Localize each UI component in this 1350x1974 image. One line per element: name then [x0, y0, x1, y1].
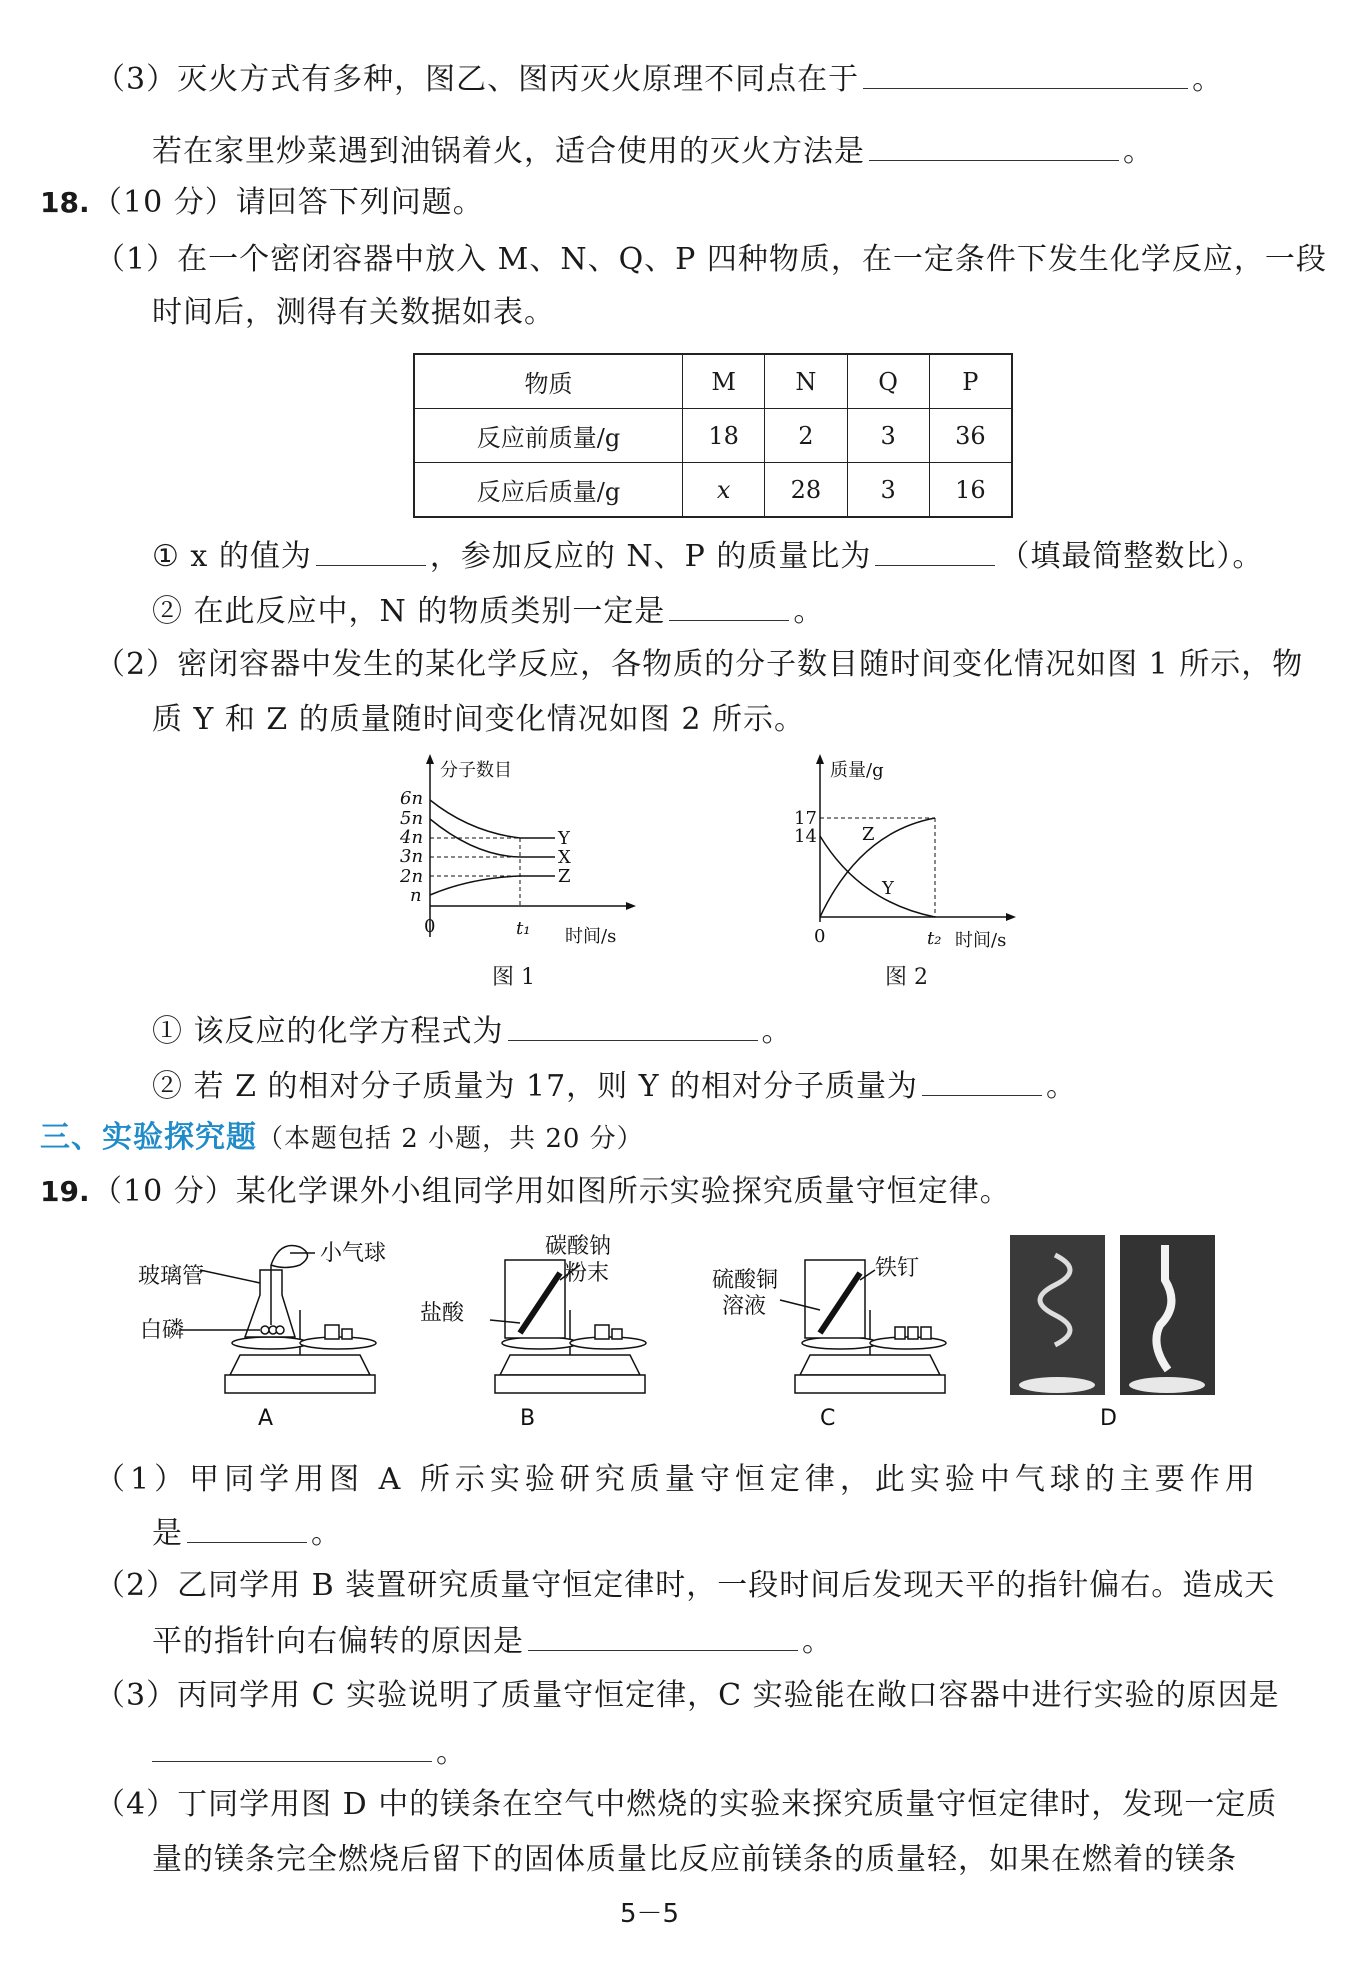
- x-axis-label: 时间/s: [955, 930, 1007, 951]
- label-hydrochloric-acid: 盐酸: [420, 1301, 465, 1326]
- y-tick: 14: [794, 826, 817, 847]
- section-3-note: （本题包括 2 小题，共 20 分）: [257, 1124, 644, 1154]
- balance-c: [780, 1260, 946, 1393]
- x-axis-arrow: [1006, 913, 1016, 921]
- y-tick: 5n: [400, 808, 424, 829]
- y-tick: 17: [794, 808, 817, 829]
- answer-blank[interactable]: [187, 1512, 307, 1543]
- table-cell: 物质: [414, 354, 682, 409]
- y-tick: 3n: [400, 846, 424, 867]
- table-header-row: [414, 354, 1012, 409]
- y-axis-arrow: [426, 754, 434, 764]
- t2-label: t₂: [927, 928, 942, 949]
- balloon: [271, 1245, 308, 1267]
- answer-blank[interactable]: [508, 1010, 758, 1041]
- series-z-line: [820, 818, 935, 917]
- balance-a: [180, 1245, 376, 1393]
- series-label: Z: [862, 824, 875, 845]
- label-phosphorus: 白磷: [140, 1318, 185, 1343]
- experiment-apparatus-figure: [120, 1225, 1240, 1435]
- y-tick: 2n: [400, 866, 424, 887]
- table-cell: 反应后质量/g: [414, 463, 682, 518]
- answer-blank[interactable]: [875, 535, 995, 566]
- table-cell: M: [682, 354, 764, 409]
- table-cell: N: [765, 354, 847, 409]
- q18-2-line2: 质 Y 和 Z 的质量随时间变化情况如图 2 所示。: [152, 702, 805, 737]
- answer-blank[interactable]: [528, 1620, 798, 1651]
- q19-3-line1: （3）丙同学用 C 实验说明了质量守恒定律，C 实验能在敞口容器中进行实验的原因是: [95, 1678, 1280, 1713]
- answer-blank[interactable]: [316, 535, 426, 566]
- table-cell: 3: [847, 463, 929, 518]
- table-cell: 3: [847, 409, 929, 463]
- figure-1-caption: 图 1: [492, 965, 535, 990]
- series-label: X: [558, 847, 571, 868]
- q18-header: （10 分）请回答下列问题。: [92, 185, 484, 220]
- table-cell: 反应前质量/g: [414, 409, 682, 463]
- y-axis-label: 质量/g: [830, 760, 884, 781]
- origin-label: 0: [814, 926, 826, 947]
- table-cell: 18: [682, 409, 764, 463]
- figure-2-mass: [780, 752, 1040, 962]
- q18-sub1: ① x 的值为 ，参加反应的 N、P 的质量比为 （填最简整数比）。: [152, 535, 1263, 577]
- table-cell: Q: [847, 354, 929, 409]
- series-label: Z: [558, 866, 571, 887]
- x-axis-label: 时间/s: [565, 926, 617, 947]
- q18-sub3: ① 该反应的化学方程式为 。: [152, 1010, 793, 1052]
- caption-b: B: [520, 1406, 536, 1431]
- table-cell: 28: [765, 463, 847, 518]
- origin-label: 0: [424, 916, 436, 937]
- q19-4-line2: 量的镁条完全燃烧后留下的固体质量比反应前镁条的质量轻，如果在燃着的镁条: [152, 1842, 1237, 1877]
- series-label: Y: [882, 878, 894, 899]
- q19-1-line1: （1）甲同学用图 A 所示实验研究质量守恒定律，此实验中气球的主要作用: [95, 1462, 1260, 1497]
- series-label: Y: [558, 828, 570, 849]
- table-row: [414, 409, 1012, 463]
- beaker-c: [805, 1260, 865, 1338]
- y-tick: 4n: [400, 827, 424, 848]
- q18-2-line1: （2）密闭容器中发生的某化学反应，各物质的分子数目随时间变化情况如图 1 所示，物: [95, 647, 1304, 682]
- q19-4-line1: （4）丁同学用图 D 中的镁条在空气中燃烧的实验来探究质量守恒定律时，发现一定质: [95, 1787, 1278, 1822]
- page-number: 5－5: [620, 1899, 680, 1929]
- q19-number: 19.: [40, 1175, 90, 1208]
- answer-blank[interactable]: [869, 130, 1119, 161]
- answer-blank[interactable]: [669, 590, 789, 621]
- label-iron-nail: 铁钉: [875, 1256, 920, 1281]
- table-cell: 36: [929, 409, 1012, 463]
- caption-c: C: [820, 1406, 836, 1431]
- q19-3-line2: 。: [152, 1731, 467, 1773]
- answer-blank[interactable]: [922, 1065, 1042, 1096]
- label-balloon: 小气球: [320, 1241, 387, 1266]
- x-axis-arrow: [626, 902, 636, 910]
- table-cell: 2: [765, 409, 847, 463]
- series-y-line: [820, 836, 935, 917]
- t1-label: t₁: [516, 918, 531, 939]
- y-tick: n: [410, 885, 422, 906]
- table-cell: P: [929, 354, 1012, 409]
- answer-blank[interactable]: [152, 1731, 432, 1762]
- y-tick: 6n: [400, 788, 424, 809]
- q18-1-line1: （1）在一个密闭容器中放入 M、N、Q、P 四种物质，在一定条件下发生化学反应，一段: [95, 242, 1327, 277]
- q18-1-line2: 时间后，测得有关数据如表。: [152, 295, 555, 330]
- caption-d: D: [1100, 1406, 1117, 1431]
- label-sodium-carbonate: 碳酸钠: [545, 1234, 612, 1259]
- label-copper-sulfate: 硫酸铜: [712, 1268, 779, 1293]
- answer-blank[interactable]: [863, 58, 1188, 89]
- label-solution: 溶液: [722, 1294, 767, 1319]
- q17-3-text1: （3）灭火方式有多种，图乙、图丙灭火原理不同点在于: [95, 62, 860, 97]
- q17-3-line1: （3）灭火方式有多种，图乙、图丙灭火原理不同点在于 。: [95, 58, 1223, 100]
- label-powder: 粉末: [565, 1261, 610, 1286]
- q17-3-line2: 若在家里炒菜遇到油锅着火，适合使用的灭火方法是 。: [152, 130, 1154, 172]
- y-axis-label: 分子数目: [440, 760, 512, 781]
- mass-table: [413, 353, 1013, 518]
- q19-header: （10 分）某化学课外小组同学用如图所示实验探究质量守恒定律。: [92, 1174, 1011, 1209]
- q19-2-line1: （2）乙同学用 B 装置研究质量守恒定律时，一段时间后发现天平的指针偏右。造成天: [95, 1568, 1276, 1603]
- figure-2-caption: 图 2: [885, 965, 928, 990]
- table-cell: x: [682, 463, 764, 518]
- caption-a: A: [258, 1406, 274, 1431]
- q19-1-line2: 是 。: [152, 1512, 342, 1554]
- q19-2-line2: 平的指针向右偏转的原因是 。: [152, 1620, 833, 1662]
- section-3-title: 三、实验探究题: [40, 1120, 257, 1155]
- beaker-b: [505, 1260, 565, 1338]
- q17-3-text2: 若在家里炒菜遇到油锅着火，适合使用的灭火方法是: [152, 134, 865, 169]
- label-glass-tube: 玻璃管: [138, 1264, 205, 1289]
- table-row: [414, 463, 1012, 518]
- section-3-heading: [40, 1118, 644, 1159]
- q18-sub2: ② 在此反应中，N 的物质类别一定是 。: [152, 590, 824, 632]
- table-cell: 16: [929, 463, 1012, 518]
- q18-number: 18.: [40, 186, 90, 219]
- figure-1-molecule-count: [380, 752, 650, 962]
- q18-sub4: ② 若 Z 的相对分子质量为 17，则 Y 的相对分子质量为 。: [152, 1065, 1077, 1107]
- series-z-line: [430, 876, 555, 895]
- y-axis-arrow: [816, 754, 824, 764]
